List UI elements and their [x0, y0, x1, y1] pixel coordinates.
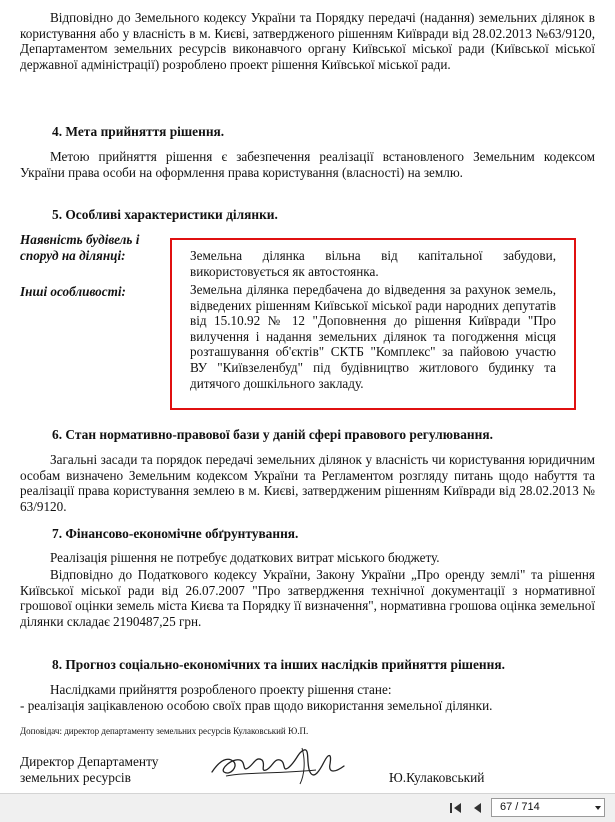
- section-7-text-1: Реалізація рішення не потребує додаткових витрат міського бюджету.: [50, 550, 440, 565]
- intro-paragraph: Відповідно до Земельного кодексу України та Порядку передачі (надання) земельних ділянок в користування або у власність в м. Києві, затвердженого рішенням Київради від 28.02.2013 №63/9120, Департаментом земельних ресурсів виконавчого органу Київської міської ради (Київської міської державної адміністрації) розроблено проект рішення Київської міської ради.: [20, 10, 595, 72]
- reporter-line: Доповідач: директор департаменту земельних ресурсів Кулаковський Ю.П.: [20, 726, 309, 736]
- section-4-text: Метою прийняття рішення є забезпечення реалізації встановленого Земельним кодексом України права особи на оформлення права користування (власності) на землю.: [20, 149, 595, 180]
- section-8-heading: 8. Прогноз соціально-економічних та інших наслідків прийняття рішення.: [52, 657, 505, 672]
- section-7-text-2: Відповідно до Податкового кодексу України, Закону України „Про оренду землі" та рішення Київської міської ради від 26.07.2007 "Про затвердження технічної документації з нормативної грошової оцінки земель міста Києва та Порядку її визначення", нормативна грошова оцінка земельної ділянки складає 2190487,25 грн.: [20, 567, 595, 629]
- signature-title: [20, 754, 158, 785]
- signature-title-line-1: Директор Департаменту: [20, 754, 159, 769]
- buildings-text: Земельна ділянка вільна від капітальної забудови, використовується як автостоянка.: [190, 248, 556, 279]
- signature-title-line-2: земельних ресурсів: [20, 769, 131, 785]
- handwritten-signature: [206, 742, 356, 788]
- other-features-text: Земельна ділянка передбачена до відведення за рахунок земель, відведених рішенням Київської міської ради народних депутатів від 15.10.92 № 12 "Доповнення до рішення Київради "Про вилучення і надання земельних ділянок та погодження місця розташування об'єктів" СКТБ "Комплекс" за пайовою участю ВУ "Київзеленбуд" під будівництво житлового будинку та дитячого дошкільного закладу.: [190, 282, 556, 391]
- viewer-toolbar: [0, 793, 615, 822]
- label-other-features: Інші особливості:: [20, 284, 126, 299]
- section-8-text-2: - реалізація зацікавленою особою своїх прав щодо використання земельної ділянки.: [20, 698, 493, 713]
- previous-page-button[interactable]: [468, 799, 488, 817]
- signature-name: Ю.Кулаковський: [389, 770, 485, 785]
- section-7-heading: 7. Фінансово-економічне обґрунтування.: [52, 526, 299, 541]
- chevron-down-icon: [595, 806, 601, 810]
- first-page-icon: [446, 799, 466, 817]
- section-8-text-1: Наслідками прийняття розробленого проекту рішення стане:: [50, 682, 392, 697]
- label-buildings: Наявність будівель і споруд на ділянці:: [20, 232, 140, 263]
- page-number-select[interactable]: [491, 798, 605, 817]
- section-5-heading: 5. Особливі характеристики ділянки.: [52, 207, 278, 222]
- previous-page-icon: [468, 799, 488, 817]
- section-4-heading: 4. Мета прийняття рішення.: [52, 124, 225, 139]
- first-page-button[interactable]: [446, 799, 466, 817]
- section-6-heading: 6. Стан нормативно-правової бази у даній сфері правового регулювання.: [52, 427, 493, 442]
- page-indicator: 67 / 714: [500, 801, 540, 813]
- section-6-text: Загальні засади та порядок передачі земельних ділянок у власність чи користування юридичним особам визначено Земельним кодексом України та Регламентом розгляду питань щодо набуття та реалізації права користування землею в м. Києві, затвердженим рішенням Київради від 28.02.2013 № 63/9120.: [20, 452, 595, 514]
